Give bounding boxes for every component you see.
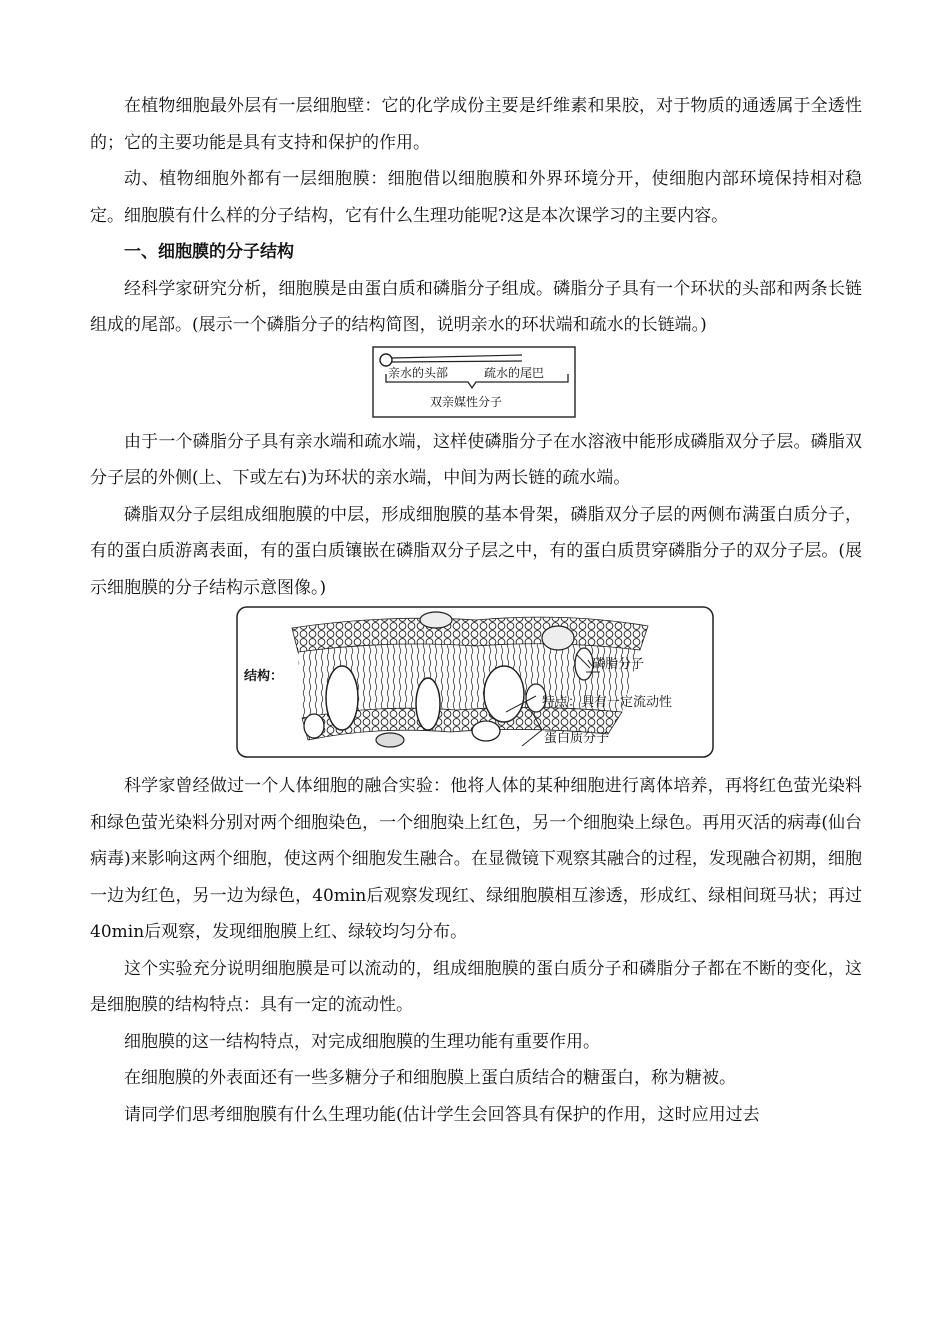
section-heading: 一、细胞膜的分子结构 (124, 242, 294, 262)
paragraph-fluidity-conclusion: 这个实验充分说明细胞膜是可以流动的，组成细胞膜的蛋白质分子和磷脂分子都在不断的变化，这是细胞膜的结构特点：具有一定的流动性。 (90, 958, 862, 1015)
paragraph-cell-membrane-intro: 动、植物细胞外都有一层细胞膜：细胞借以细胞膜和外界环境分开，使细胞内部环境保持相对稳定。细胞膜有什么样的分子结构，它有什么生理功能呢?这是本次课学习的主要内容。 (90, 169, 862, 226)
amphiphilic-caption: 双亲媒性分子 (430, 394, 503, 409)
phospholipid-diagram (372, 346, 576, 418)
embedded-protein-1 (304, 714, 324, 738)
surface-protein-right (542, 626, 574, 650)
paragraph-cell-wall: 在植物细胞最外层有一层细胞壁：它的化学成份主要是纤维素和果胶，对于物质的通透属于全透性的；它的主要功能是具有支持和保护的作用。 (90, 96, 862, 153)
hydrophobic-tail-label: 疏水的尾巴 (484, 365, 545, 380)
surface-protein-top (420, 612, 452, 628)
embedded-protein-2 (472, 721, 500, 741)
paragraph-phospholipid: 经科学家研究分析，细胞膜是由蛋白质和磷脂分子组成。磷脂分子具有一个环状的头部和两条长链组成的尾部。(展示一个磷脂分子的结构简图，说明亲水的环状端和疏水的长链端。) (90, 278, 862, 335)
paragraph-glycocalyx: 在细胞膜的外表面还有一些多糖分子和细胞膜上蛋白质结合的糖蛋白，称为糖被。 (124, 1068, 736, 1088)
paragraph-protein-distribution: 磷脂双分子层组成细胞膜的中层，形成细胞膜的基本骨架，磷脂双分子层的两侧布满蛋白质分子，有的蛋白质游离表面，有的蛋白质镶嵌在磷脂双分子层之中，有的蛋白质贯穿磷脂分子的双分子层。(展示细胞膜的分子结构示意图像。) (90, 504, 862, 598)
protein-label: 蛋白质分子 (544, 731, 610, 746)
paragraph-question: 请同学们思考细胞膜有什么生理功能(估计学生会回答具有保护的作用，这时应用过去 (124, 1104, 760, 1125)
phospholipid-label: 磷脂分子 (592, 657, 645, 672)
hydrophilic-head-label: 亲水的头部 (388, 365, 449, 380)
paragraph-bilayer: 由于一个磷脂分子具有亲水端和疏水端，这样使磷脂分子在水溶液中能形成磷脂双分子层。磷脂双分子层的外侧(上、下或左右)为环状的亲水端，中间为两长链的疏水端。 (90, 431, 862, 488)
hydrophilic-head-circle (380, 354, 392, 366)
transmembrane-protein-2 (416, 678, 440, 730)
paragraph-function-importance: 细胞膜的这一结构特点，对完成细胞膜的生理功能有重要作用。 (124, 1031, 600, 1052)
transmembrane-protein-3 (484, 666, 524, 722)
bottom-protein (376, 733, 404, 747)
membrane-diagram (236, 606, 714, 758)
structure-label: 结构： (244, 669, 284, 684)
fluidity-feature-label: 特点：具有一定流动性 (542, 695, 673, 710)
phospholipid-figure (372, 346, 576, 418)
paragraph-fusion-experiment: 科学家曾经做过一个人体细胞的融合实验：他将人体的某种细胞进行离体培养，再将红色萤光染料和绿色萤光染料分别对两个细胞染色，一个细胞染上红色，另一个细胞染上绿色。再用灭活的病毒(仙台病毒)来影响这两个细胞，使这两个细胞发生融合。在显微镜下观察其融合的过程，发现融合初期，细胞一边为红色，另一边为绿色，40min后观察发现红、绿细胞膜相互渗透，形成红、绿相间斑马状；再过40min后观察，发现细胞膜上红、绿较均匀分布。 (90, 776, 862, 942)
transmembrane-protein-1 (326, 666, 358, 730)
membrane-structure-figure (236, 606, 714, 758)
document-page (90, 88, 862, 1133)
